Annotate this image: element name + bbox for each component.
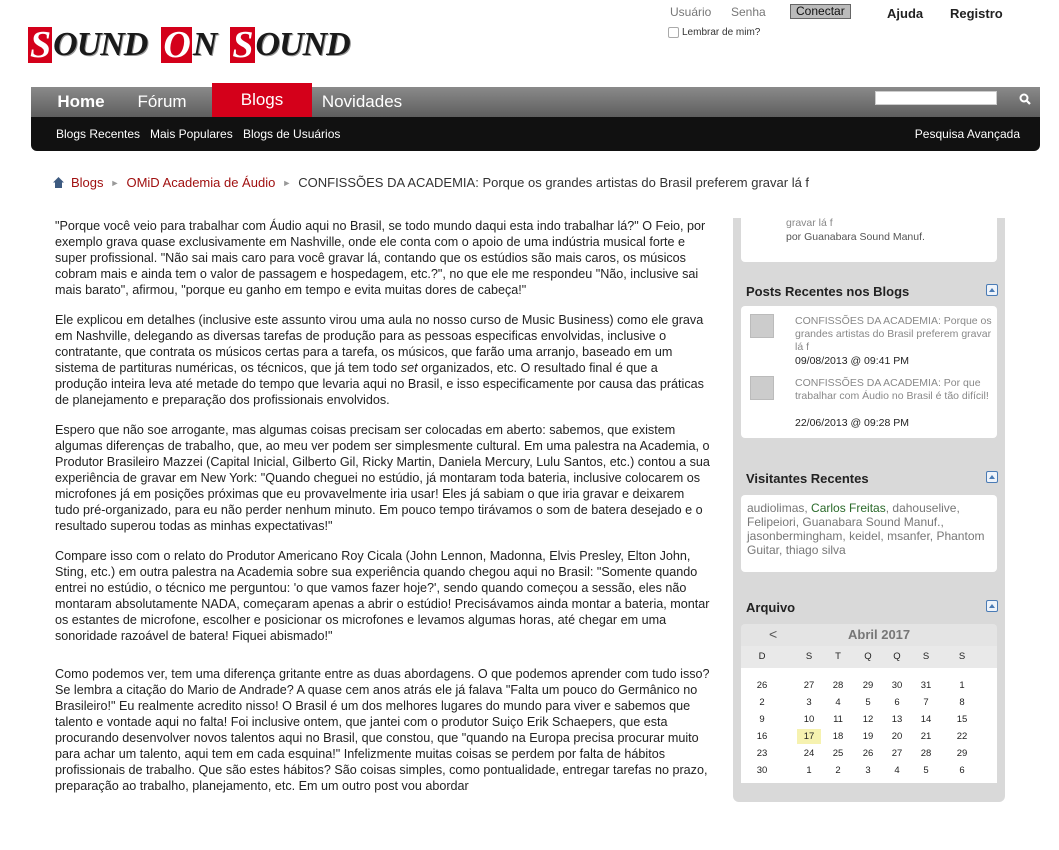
calendar-day[interactable]: 2 <box>835 765 841 776</box>
calendar-day[interactable]: 10 <box>803 714 815 725</box>
article-paragraph: Ele explicou em detalhes (inclusive este assunto virou uma aula no nosso curso de Music Business) como ele grava em Nashville, delegando as diversas tarefas de produção para as pessoas especificas envolvidas, inclusive o contratante, que contrata os músicos certas para a tarefa, os músicos, que farão uma arranjo, baseado em um sistema de partituras numéricas, os técnicos, que já tem todo set organizados, etc. O resultado final é que a produção inteira leva até metade do tempo que levaria aqui no Brasil, e isso especificamente por causa das práticas de planejamento e preparação dos profissionais envolvidos. <box>55 313 704 407</box>
visitor-link[interactable]: Carlos Freitas <box>811 501 886 515</box>
sub-nav <box>31 117 1040 151</box>
calendar-nav <box>741 624 997 646</box>
calendar-day[interactable]: 27 <box>891 748 903 759</box>
subnav-recent-blogs[interactable]: Blogs Recentes <box>56 127 141 141</box>
logo-word: N <box>192 26 217 63</box>
breadcrumb-arrow-icon: ► <box>282 177 292 188</box>
avatar <box>750 376 774 400</box>
calendar-weekday: S <box>805 651 813 662</box>
calendar-weekday: Q <box>864 651 872 662</box>
calendar-day[interactable]: 9 <box>759 714 765 725</box>
calendar-day[interactable]: 21 <box>920 731 932 742</box>
remember-me[interactable] <box>668 27 760 38</box>
password-input[interactable]: Senha <box>731 5 766 19</box>
collapse-icon[interactable] <box>986 600 998 612</box>
logo-letter: S <box>30 24 51 66</box>
help-link[interactable]: Ajuda <box>887 6 924 21</box>
article-paragraph: Como podemos ver, tem uma diferença gritante entre as duas abordagens. O que podemos aprender com tudo isso? Se lembra a citação do Mario de Andrade? A quase cem anos atrás ele já falava "Falta um pouco do Germânico no Brasileiro!" Eu realmente acredito nisso! O Brasil é um dos melhores lugares do mundo para viver e sabemos que talento e vontade aqui no falta! Foi inclusive ontem, que jantei com o produtor Suiço Erik Schaepers, que esta procurando desenvolver novos talentos aqui no Brasil, que constou, que "quando na Europa precisa procurar muito para achar um talento, aqui tem em cada esquina!" Infelizmente muitas coisas se perdem por falta de hábitos profissionais de trabalho. Que são estes hábitos? São coisas simples, como pontualidade, entregar tarefas no prazo, preparação ao trabalho, planejamento, etc. Em um outro post vou abordar <box>55 667 710 793</box>
blog-article <box>55 218 711 808</box>
tab-blogs[interactable]: Blogs <box>212 83 312 117</box>
archive-title: Arquivo <box>746 600 796 615</box>
visitor-link[interactable]: dahouselive <box>892 501 957 515</box>
calendar-day[interactable]: 28 <box>832 680 844 691</box>
visitor-link[interactable]: Phantom Guitar <box>747 529 985 557</box>
recent-post-title[interactable]: CONFISSÕES DA ACADEMIA: Porque os grandes artistas do Brasil preferem gravar lá f <box>795 315 992 353</box>
calendar-day[interactable]: 29 <box>862 680 874 691</box>
recent-posts-title: Posts Recentes nos Blogs <box>746 284 910 299</box>
main-nav <box>31 87 1040 117</box>
visitor-link[interactable]: Guanabara Sound Manuf. <box>802 515 941 529</box>
calendar-day[interactable]: 31 <box>920 680 932 691</box>
calendar-day[interactable]: 3 <box>806 697 812 708</box>
calendar-day[interactable]: 26 <box>756 680 768 691</box>
search-input[interactable] <box>875 91 997 105</box>
calendar-day[interactable]: 4 <box>835 697 841 708</box>
calendar-day[interactable]: 22 <box>956 731 968 742</box>
tab-forum[interactable]: Fórum <box>137 92 187 111</box>
calendar-grid <box>741 668 997 783</box>
calendar-day[interactable]: 16 <box>756 731 768 742</box>
sidebar <box>733 218 1005 802</box>
recent-post-date: 22/06/2013 @ 09:28 PM <box>795 417 909 429</box>
breadcrumb-arrow-icon: ► <box>110 177 120 188</box>
snippet-title[interactable]: gravar lá f <box>786 218 833 229</box>
calendar-day[interactable]: 6 <box>894 697 900 708</box>
calendar-weekday: T <box>835 651 841 662</box>
article-paragraph: Espero que não soe arrogante, mas algumas coisas precisam ser colocadas em aberto: sabemos, que existem algumas diferenças de trabalho, que, ao meu ver podem ser simplesmente cultural. Em uma palestra na Academia, o Produtor Brasileiro Mazzei (Capital Inicial, Gilberto Gil, Ricky Martin, Daniela Mercury, Lulu Santos, etc.) contou a sua experiência de gravar em New York: "Quando cheguei no estúdio, já montaram toda bateria, inclusive colocarem os microfones já em posições próximas que eu provavelmente iria usar! Eles já sabiam o que iria gravar e deixarem tudo pré-organizado, para eu não perder nenhum minuto. Em pouco tempo tirávamos o som de batera desejado e o resultado superou todas as minhas expectativas!" <box>55 423 710 533</box>
remember-checkbox[interactable] <box>668 27 679 38</box>
calendar-weekday: S <box>922 651 930 662</box>
logo-letter: S <box>232 24 253 66</box>
visitor-link[interactable]: audiolimas <box>747 501 805 515</box>
calendar-weekday: D <box>758 651 766 662</box>
home-icon[interactable] <box>52 176 65 189</box>
article-paragraph: Compare isso com o relato do Produtor Americano Roy Cicala (John Lennon, Madonna, Elvis Presley, Elton John, Sting, etc.) em outra palestra na Academia sobre sua experiência quando chegou aqui no Brasil: "Somente quando entrei no estúdio, o técnico me perguntou: 'o que vamos fazer hoje?', sendo quando começou a sessão, eles não montaram absolutamente NADA, começaram apenas a abrir o estúdio! Precisávamos ainda montar a bateria, montar os estantes de microfone, escolher e posicionar os microfones e levamos algumas horas, até chegar em uma sonoridade razoável de batera! Fiquei abismado!" <box>55 549 710 643</box>
prev-month-button[interactable]: < <box>769 626 778 642</box>
breadcrumb-omid[interactable]: OMiD Academia de Áudio <box>126 175 276 190</box>
visitors-list: audiolimas, Carlos Freitas, dahouselive, Felipeiori, Guanabara Sound Manuf., jasonbermingham, keidel, msanfer, Phantom Guitar, thiago silva <box>747 501 985 557</box>
recent-post-title[interactable]: CONFISSÕES DA ACADEMIA: Por que trabalhar com Áudio no Brasil é tão difícil! <box>795 377 989 402</box>
username-input[interactable]: Usuário <box>670 5 712 19</box>
calendar-day[interactable]: 4 <box>894 765 900 776</box>
breadcrumb-blogs[interactable]: Blogs <box>71 175 104 190</box>
advanced-search-link[interactable]: Pesquisa Avançada <box>914 127 1020 141</box>
calendar-day[interactable]: 12 <box>862 714 874 725</box>
calendar-day[interactable]: 7 <box>923 697 929 708</box>
calendar-day[interactable]: 18 <box>832 731 844 742</box>
logo-word: OUND <box>53 26 148 63</box>
calendar-weekdays <box>741 646 997 668</box>
article-paragraph: "Porque você veio para trabalhar com Áudio aqui no Brasil, se todo mundo daqui esta indo trabalhar lá?" O Feio, por exemplo grava quase exclusivamente em Nashville, onde ele conta com o apoio de uma indústria musical forte e super profissional. "Não sai mais caro para você gravar lá, contando que os estúdios são mais caros, os músicos cobram mais e ainda tem o valor de passagem e hospedagem, etc.?", no que ele me respondeu "Não, inclusive sai mais barato", afirmou, "porque eu ganho em tempo e evita muitas dores de cabeça!" <box>55 219 706 297</box>
calendar-day[interactable]: 30 <box>891 680 903 691</box>
calendar-day[interactable]: 5 <box>865 697 871 708</box>
calendar-day[interactable]: 11 <box>833 714 843 725</box>
calendar-day[interactable]: 19 <box>862 731 874 742</box>
recent-posts-card <box>741 306 997 438</box>
visitor-link[interactable]: Felipeiori <box>747 515 796 529</box>
login-button[interactable]: Conectar <box>790 4 851 19</box>
calendar-day[interactable]: 24 <box>803 748 815 759</box>
visitor-link[interactable]: keidel <box>849 529 881 543</box>
calendar-day[interactable]: 1 <box>959 680 965 691</box>
calendar-weekday: Q <box>893 651 901 662</box>
visitor-link[interactable]: msanfer <box>887 529 930 543</box>
collapse-icon[interactable] <box>986 284 998 296</box>
calendar-day[interactable]: 15 <box>956 714 968 725</box>
subnav-popular[interactable]: Mais Populares <box>150 127 233 141</box>
tab-home[interactable]: Home <box>57 92 105 111</box>
calendar-month: Abril 2017 <box>848 627 911 642</box>
breadcrumb-current: CONFISSÕES DA ACADEMIA: Porque os grandes artistas do Brasil preferem gravar lá f <box>298 175 810 190</box>
snippet-card <box>741 218 997 262</box>
visitor-link[interactable]: jasonbermingham <box>747 529 843 543</box>
calendar-day[interactable]: 23 <box>756 748 768 759</box>
calendar-day[interactable]: 5 <box>923 765 929 776</box>
calendar-day[interactable]: 6 <box>959 765 965 776</box>
calendar-weekday: S <box>958 651 966 662</box>
calendar-day[interactable]: 13 <box>891 714 903 725</box>
calendar-day[interactable]: 1 <box>806 765 812 776</box>
calendar-day[interactable]: 28 <box>920 748 932 759</box>
search-icon[interactable] <box>1019 93 1031 105</box>
calendar-day[interactable]: 25 <box>832 748 844 759</box>
collapse-icon[interactable] <box>986 471 998 483</box>
calendar-day[interactable]: 3 <box>865 765 871 776</box>
tab-novidades[interactable]: Novidades <box>321 92 403 111</box>
avatar <box>750 314 774 338</box>
visitors-title: Visitantes Recentes <box>746 471 869 486</box>
calendar-day[interactable]: 8 <box>959 697 965 708</box>
calendar-day[interactable]: 26 <box>862 748 874 759</box>
visitor-link[interactable]: thiago silva <box>785 543 846 557</box>
subnav-user-blogs[interactable]: Blogs de Usuários <box>243 127 341 141</box>
recent-post-date: 09/08/2013 @ 09:41 PM <box>795 355 909 367</box>
calendar-day[interactable]: 29 <box>956 748 968 759</box>
logo-word: OUND <box>255 26 350 63</box>
site-logo[interactable] <box>28 26 364 64</box>
remember-label: Lembrar de mim? <box>682 27 761 38</box>
calendar-day[interactable]: 20 <box>891 731 903 742</box>
logo-letter: O <box>163 24 190 66</box>
snippet-author[interactable]: por Guanabara Sound Manuf. <box>786 231 925 243</box>
calendar-day-today[interactable]: 17 <box>797 729 821 744</box>
calendar-day[interactable]: 30 <box>756 765 768 776</box>
register-link[interactable]: Registro <box>950 6 1003 21</box>
calendar-day[interactable]: 27 <box>803 680 815 691</box>
calendar-day[interactable]: 2 <box>759 697 765 708</box>
breadcrumb <box>52 175 809 190</box>
calendar-day[interactable]: 14 <box>920 714 932 725</box>
